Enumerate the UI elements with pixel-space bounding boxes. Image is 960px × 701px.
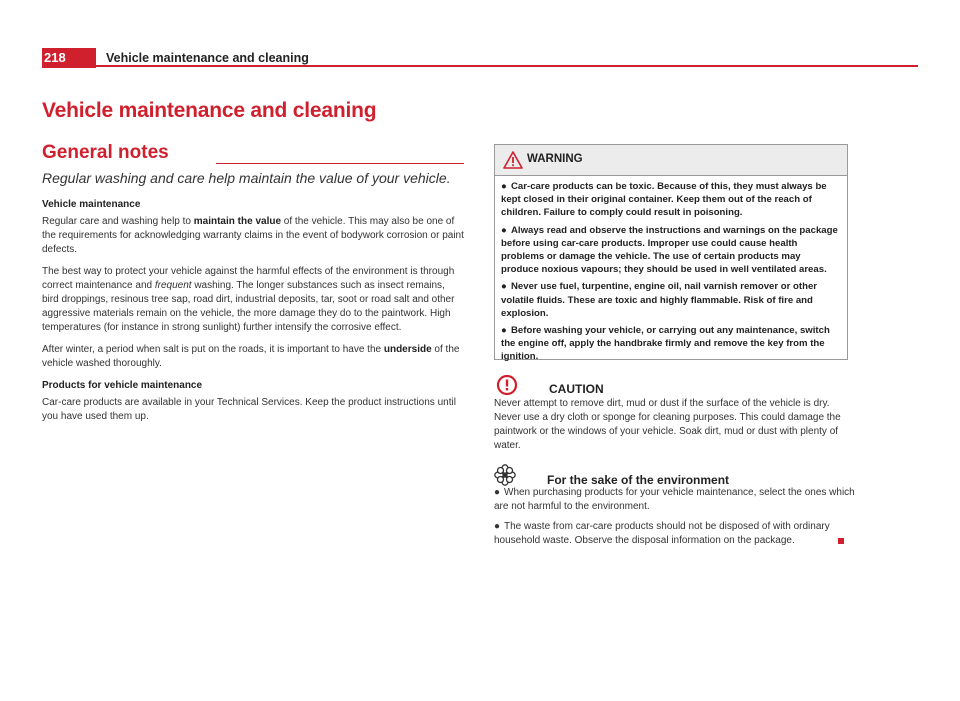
para1-bold: maintain the value bbox=[193, 216, 282, 227]
environment-label: For the sake of the environment bbox=[547, 473, 730, 487]
warning-label: WARNING bbox=[527, 153, 583, 165]
para3-bold: underside bbox=[383, 344, 432, 355]
caution-section bbox=[494, 375, 854, 453]
warning-item-text: Always read and observe the instructions and warnings on the package before using car-care products. Improper use could cause health problems or damage the vehicle. The use of certain products may produce noxious vapours; they should be used in well ventilated areas. bbox=[501, 224, 838, 276]
main-title: Vehicle maintenance and cleaning bbox=[42, 99, 377, 122]
bullet: ● bbox=[501, 181, 507, 192]
environment-item-text: The waste from car-care products should not be disposed of with ordinary household waste. Observe the disposal information on the package. bbox=[494, 521, 830, 546]
caution-exclamation-icon bbox=[496, 375, 520, 397]
section-end-marker bbox=[838, 538, 844, 544]
bullet: ● bbox=[501, 325, 507, 337]
warning-triangle-icon bbox=[503, 151, 523, 169]
subhead-vehicle-maintenance: Vehicle maintenance bbox=[42, 199, 141, 210]
caution-label: CAUTION bbox=[549, 382, 604, 396]
environment-item bbox=[494, 486, 856, 514]
paragraph-underside bbox=[42, 343, 464, 371]
paragraph-protect-vehicle bbox=[42, 265, 464, 335]
para1-text-after: of the vehicle. This may also be one of the requirements for acknowledging warranty claims in the event of bodywork corrosion or paint defects. bbox=[42, 216, 464, 255]
bullet: ● bbox=[494, 521, 501, 532]
warning-item bbox=[501, 324, 839, 364]
warning-header bbox=[495, 145, 847, 176]
paragraph-products: Car-care products are available in your Technical Services. Keep the product instructions until you have used them up. bbox=[42, 397, 456, 422]
environment-header bbox=[494, 464, 856, 486]
section-title: General notes bbox=[42, 142, 169, 163]
para2-italic: frequent bbox=[154, 280, 192, 291]
subhead-products: Products for vehicle maintenance bbox=[42, 380, 203, 391]
bullet: ● bbox=[501, 281, 507, 293]
warning-item-text: Before washing your vehicle, or carrying out any maintenance, switch the engine off, apply the handbrake firmly and remove the key from the ignition. bbox=[501, 325, 830, 363]
warning-item-text: Never use fuel, turpentine, engine oil, nail varnish remover or other volatile fluids. These are toxic and highly flammable. Risk of fire and explosion. bbox=[501, 281, 818, 319]
warning-item bbox=[501, 224, 839, 277]
para1-text-before: Regular care and washing help to bbox=[42, 216, 194, 227]
warning-item bbox=[501, 180, 839, 220]
warning-body bbox=[495, 176, 847, 364]
bullet: ● bbox=[501, 224, 507, 236]
para3-text-after: of the vehicle washed thoroughly. bbox=[42, 344, 460, 369]
para3-text-before: After winter, a period when salt is put on the roads, it is important to have the bbox=[42, 344, 384, 355]
page-number: 218 bbox=[42, 48, 96, 68]
environment-item-text: When purchasing products for your vehicle maintenance, select the ones which are not harmful to the environment. bbox=[494, 487, 855, 512]
section-rule bbox=[216, 163, 464, 164]
paragraph-maintain-value bbox=[42, 215, 464, 257]
warning-box bbox=[494, 144, 848, 363]
environment-section bbox=[494, 464, 856, 554]
bullet: ● bbox=[494, 487, 501, 498]
page-header bbox=[42, 48, 918, 68]
header-title: Vehicle maintenance and cleaning bbox=[106, 51, 309, 65]
caution-text: Never attempt to remove dirt, mud or dust if the surface of the vehicle is dry. Never use a dry cloth or sponge for cleaning purposes. This could damage the paintwork or the windows of your vehicle. Soak dirt, mud or dust with plenty of water. bbox=[494, 398, 841, 451]
lead-paragraph: Regular washing and care help maintain the value of your vehicle. bbox=[42, 170, 451, 186]
caution-header bbox=[494, 375, 854, 395]
left-column bbox=[42, 168, 464, 432]
warning-item-text: Car-care products can be toxic. Because of this, they must always be kept closed in their original container. Keep them out of the reach of children. Failure to comply could result in poisoning. bbox=[501, 181, 827, 219]
environment-item bbox=[494, 520, 856, 548]
environment-flower-icon bbox=[494, 464, 516, 486]
para2-text-after: washing. The longer substances such as insect remains, bird droppings, resinous tree sap, road dirt, industrial deposits, tar, soot or road salt and other aggressive materials remain on the vehicle, the more damage they do to the paintwork. High temperatures (for instance in strong sunlight) further intensify the corrosive effect. bbox=[42, 280, 455, 333]
para2-text-before: The best way to protect your vehicle against the harmful effects of the environment is through correct maintenance and bbox=[42, 266, 455, 291]
warning-item bbox=[501, 280, 839, 320]
